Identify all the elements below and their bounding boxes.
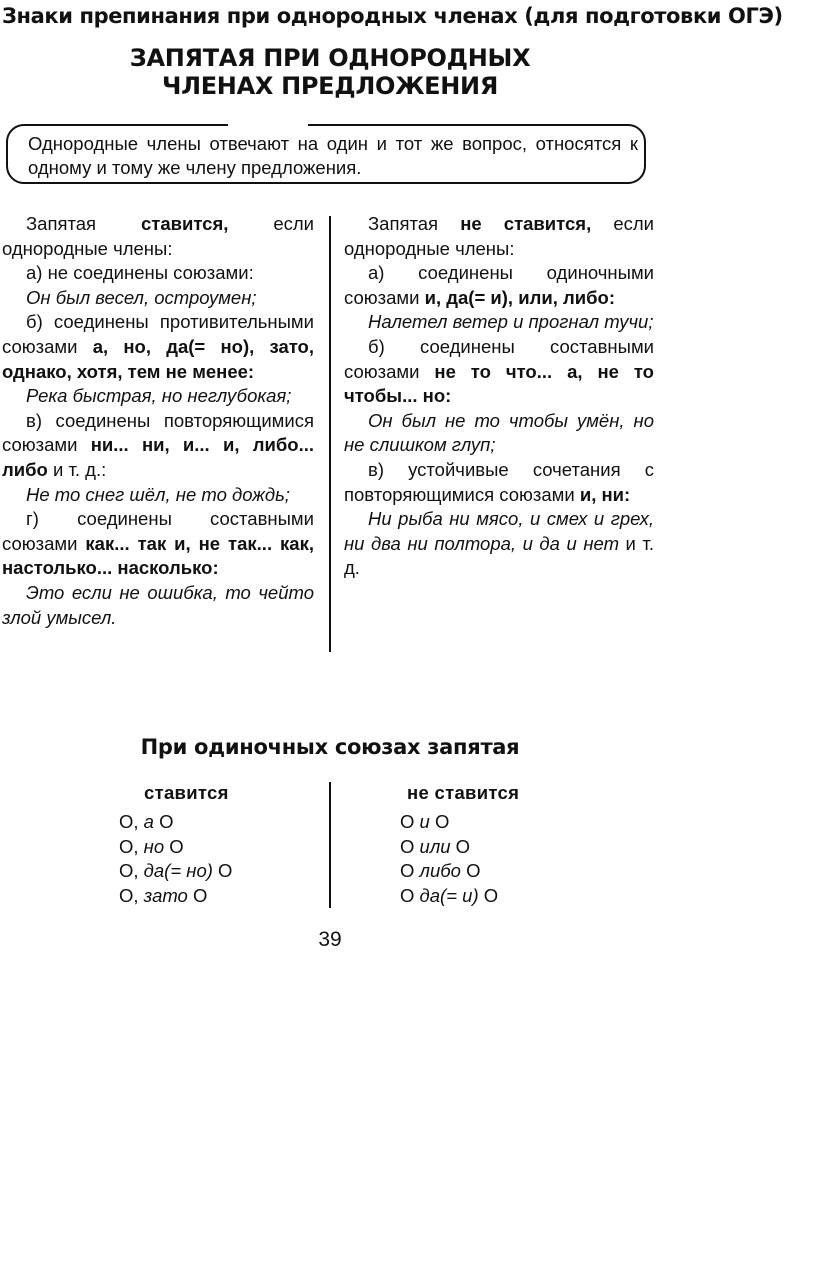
row-post: О xyxy=(164,835,184,857)
table-row xyxy=(119,835,232,860)
row-conj: или xyxy=(419,835,451,857)
row-post: О xyxy=(429,811,450,832)
table-row xyxy=(119,810,232,835)
right-example-c xyxy=(344,507,654,581)
left-rule-a: а) не соединены союзами: xyxy=(26,262,254,284)
row-pre: О, xyxy=(119,860,144,882)
left-rule-c-tail: и т. д.: xyxy=(47,458,107,480)
row-pre: О, xyxy=(119,835,144,857)
row-post: О xyxy=(187,884,208,906)
right-rule-c xyxy=(344,458,654,507)
right-rule-a xyxy=(344,261,654,310)
left-rule-b xyxy=(2,310,314,384)
row-pre: О, xyxy=(119,811,144,832)
section-title xyxy=(0,44,660,100)
left-example-b-text: Река быстрая, но неглубокая; xyxy=(26,385,292,407)
right-rule-a-text: а) соединены одиночными союзами xyxy=(344,262,654,308)
left-column-comma-placed xyxy=(2,212,314,630)
left-rule-c-bold: ни... ни, и... и, либо... либо xyxy=(2,434,314,480)
right-example-c-tail: и т. д. xyxy=(344,532,654,579)
left-example-b xyxy=(2,384,314,409)
table-header-placed: ставится xyxy=(144,782,229,803)
left-example-d xyxy=(2,581,314,630)
right-intro xyxy=(344,212,654,261)
subtitle: При одиночных союзах запятая xyxy=(140,735,520,759)
table-column-not-placed xyxy=(400,810,498,908)
row-pre: О xyxy=(400,860,420,882)
left-example-a-text: Он был весел, остроумен; xyxy=(26,286,257,308)
right-rule-b xyxy=(344,335,654,409)
row-conj: да(= но) xyxy=(143,860,213,882)
left-rule-d xyxy=(2,507,314,581)
left-intro-post: если однородные члены: xyxy=(2,213,314,259)
right-example-a-text: Налетел ветер и прогнал тучи; xyxy=(368,311,654,333)
right-rule-b-bold: не то что... а, не то чтобы... но: xyxy=(344,360,654,407)
left-example-d-text: Это если не ошибка, то чейто злой умысел. xyxy=(2,581,314,628)
page-number: 39 xyxy=(318,928,342,951)
table-divider xyxy=(329,782,331,908)
left-rule-b-bold: а, но, да(= но), зато, однако, хотя, тем не менее: xyxy=(2,335,314,382)
column-divider xyxy=(329,216,331,652)
left-rule-c xyxy=(2,409,314,483)
table-row xyxy=(400,884,498,909)
row-conj: либо xyxy=(419,860,461,882)
definition-text: Однородные члены отвечают на один и тот же вопрос, относятся к одному и тому же члену предложения. xyxy=(28,133,638,178)
left-intro-pre: Запятая xyxy=(26,213,141,234)
left-rule-b-text: б) соединены противительными союзами xyxy=(2,311,314,357)
left-example-c-text: Не то снег шёл, не то дождь; xyxy=(26,483,290,505)
right-example-b-text: Он был не то чтобы умён, но не слишком глуп; xyxy=(344,409,654,456)
row-pre: О, xyxy=(119,884,144,906)
right-rule-a-bold: и, да(= и), или, либо: xyxy=(424,286,615,308)
left-intro-bold: ставится, xyxy=(140,213,229,234)
page-header: Знаки препинания при однородных членах (для подготовки ОГЭ) xyxy=(2,4,783,28)
table-row xyxy=(400,859,498,884)
row-pre: О xyxy=(400,884,420,906)
table-row xyxy=(400,835,498,860)
right-rule-c-text: в) устойчивые сочетания с повторяющимися союзами xyxy=(344,458,654,505)
right-example-a xyxy=(344,310,654,335)
table-row xyxy=(119,859,232,884)
right-rule-b-text: б) соединены составными союзами xyxy=(344,335,654,382)
section-title-line1: ЗАПЯТАЯ ПРИ ОДНОРОДНЫХ xyxy=(129,44,531,72)
right-intro-post: если однородные члены: xyxy=(344,213,655,259)
right-column-comma-not-placed xyxy=(344,212,654,581)
row-conj: зато xyxy=(143,884,188,906)
row-post: О xyxy=(478,884,499,906)
row-pre: О xyxy=(400,811,420,832)
table-header-not-placed: не ставится xyxy=(407,782,520,803)
left-rule-d-text: г) соединены составными союзами xyxy=(2,508,314,554)
table-row xyxy=(119,884,232,909)
row-post: О xyxy=(460,860,481,882)
table-row xyxy=(400,810,498,835)
left-rule-c-text: в) соединены повторяющимися союзами xyxy=(2,409,314,456)
row-conj: да(= и) xyxy=(419,884,479,906)
row-conj: и xyxy=(419,811,430,832)
row-conj: а xyxy=(143,811,154,832)
right-intro-pre: Запятая xyxy=(368,213,461,234)
section-title-line2: ЧЛЕНАХ ПРЕДЛОЖЕНИЯ xyxy=(161,72,499,100)
left-example-a xyxy=(2,286,314,311)
table-column-placed xyxy=(119,810,232,908)
row-post: О xyxy=(450,835,471,857)
definition-box xyxy=(6,124,646,184)
left-example-c xyxy=(2,483,314,508)
right-rule-c-bold: и, ни: xyxy=(579,483,631,505)
row-post: О xyxy=(212,860,233,882)
right-example-c-text: Ни рыба ни мясо, и смех и грех, ни два ни полтора, и да и нет xyxy=(344,508,654,554)
row-post: О xyxy=(153,811,174,832)
row-conj: но xyxy=(143,835,165,857)
left-rule-d-bold: как... так и, не так... как, настолько... насколько: xyxy=(2,532,314,579)
left-intro xyxy=(2,212,314,261)
row-pre: О xyxy=(400,835,420,857)
right-example-b xyxy=(344,409,654,458)
right-intro-bold: не ставится, xyxy=(460,213,592,234)
